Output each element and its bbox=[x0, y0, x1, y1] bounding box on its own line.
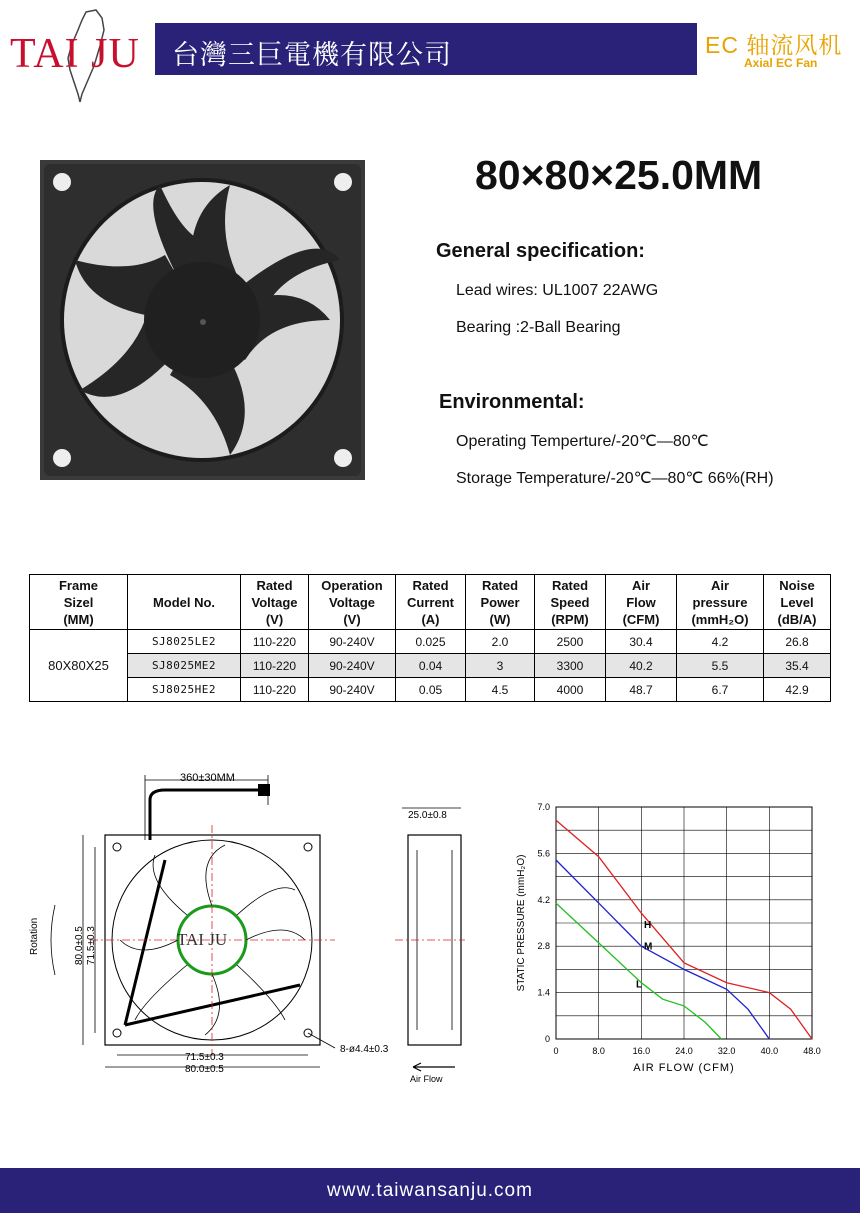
table-row bbox=[30, 678, 831, 702]
table-cell: 35.4 bbox=[764, 654, 831, 678]
product-subtitle: Axial EC Fan bbox=[744, 56, 818, 70]
logo-text: TAI JU bbox=[10, 31, 140, 77]
table-cell: 30.4 bbox=[606, 630, 677, 654]
size-title: 80×80×25.0MM bbox=[475, 152, 763, 198]
column-header: Rated Current (A) bbox=[396, 575, 466, 630]
x-tick-label: 40.0 bbox=[760, 1046, 779, 1056]
table-cell: 0.025 bbox=[396, 630, 466, 654]
table-cell: 110-220 bbox=[241, 630, 309, 654]
table-cell: 42.9 bbox=[764, 678, 831, 702]
outer-height-label: 80.0±0.5 bbox=[74, 926, 85, 965]
table-row bbox=[30, 654, 831, 678]
table-cell: 2.0 bbox=[466, 630, 535, 654]
table-cell: 3300 bbox=[535, 654, 606, 678]
general-spec-heading: General specification: bbox=[436, 240, 645, 262]
column-header: Rated Power (W) bbox=[466, 575, 535, 630]
table-cell: 90-240V bbox=[309, 678, 396, 702]
y-tick-label: 1.4 bbox=[537, 987, 550, 998]
table-cell: 26.8 bbox=[764, 630, 831, 654]
fan-photo bbox=[40, 160, 365, 480]
inner-width-label: 71.5±0.3 bbox=[185, 1052, 224, 1063]
environmental-line: Storage Temperature/-20℃—80℃ 66%(RH) bbox=[456, 470, 774, 487]
environmental-line: Operating Temperture/-20℃—80℃ bbox=[456, 433, 709, 450]
series-label-H: H bbox=[644, 919, 652, 931]
model-cell: SJ8025ME2 bbox=[128, 654, 241, 678]
table-cell: 0.04 bbox=[396, 654, 466, 678]
table-cell: 4.2 bbox=[677, 630, 764, 654]
table-cell: 0.05 bbox=[396, 678, 466, 702]
y-tick-label: 4.2 bbox=[537, 894, 550, 905]
series-label-L: L bbox=[636, 979, 643, 991]
column-header: Air pressure (mmH₂O) bbox=[677, 575, 764, 630]
table-cell: 48.7 bbox=[606, 678, 677, 702]
spec-table bbox=[29, 574, 831, 702]
general-spec-line: Lead wires: UL1007 22AWG bbox=[456, 282, 659, 299]
frame-size-cell: 80X80X25 bbox=[30, 630, 128, 702]
model-cell: SJ8025LE2 bbox=[128, 630, 241, 654]
series-line-L bbox=[556, 903, 721, 1039]
x-tick-label: 0 bbox=[553, 1046, 559, 1056]
table-cell: 110-220 bbox=[241, 654, 309, 678]
table-cell: 3 bbox=[466, 654, 535, 678]
column-header: Model No. bbox=[128, 575, 241, 630]
y-tick-label: 5.6 bbox=[537, 848, 550, 859]
column-header: Operation Voltage (V) bbox=[309, 575, 396, 630]
y-tick-label: 2.8 bbox=[537, 941, 550, 952]
dimension-drawing bbox=[25, 770, 465, 1090]
column-header: Frame Sizel (MM) bbox=[30, 575, 128, 630]
outer-width-label: 80.0±0.5 bbox=[185, 1064, 224, 1075]
table-header-row bbox=[30, 575, 831, 630]
inner-height-label: 71.5±0.3 bbox=[86, 926, 97, 965]
table-cell: 90-240V bbox=[309, 630, 396, 654]
y-axis-label: STATIC PRESSURE (mmH₂O) bbox=[516, 854, 527, 992]
thickness-label: 25.0±0.8 bbox=[408, 810, 447, 821]
series-label-M: M bbox=[644, 941, 653, 953]
column-header: Air Flow (CFM) bbox=[606, 575, 677, 630]
air-flow-label: Air Flow bbox=[410, 1074, 443, 1084]
table-row bbox=[30, 630, 831, 654]
y-tick-label: 0 bbox=[544, 1034, 550, 1044]
x-tick-label: 16.0 bbox=[632, 1046, 651, 1056]
table-cell: 6.7 bbox=[677, 678, 764, 702]
rotation-label: Rotation bbox=[29, 917, 40, 955]
product-title: EC 轴流风机 bbox=[705, 32, 843, 58]
table-cell: 4000 bbox=[535, 678, 606, 702]
series-line-M bbox=[556, 860, 769, 1039]
x-tick-label: 32.0 bbox=[717, 1046, 736, 1056]
environmental-heading: Environmental: bbox=[439, 391, 585, 413]
column-header: Rated Speed (RPM) bbox=[535, 575, 606, 630]
company-name: 台灣三巨電機有限公司 bbox=[172, 40, 452, 70]
table-cell: 40.2 bbox=[606, 654, 677, 678]
x-tick-label: 24.0 bbox=[675, 1046, 693, 1056]
table-cell: 4.5 bbox=[466, 678, 535, 702]
general-spec-line: Bearing :2-Ball Bearing bbox=[456, 319, 621, 336]
table-cell: 5.5 bbox=[677, 654, 764, 678]
x-axis-label: AIR FLOW (CFM) bbox=[633, 1062, 735, 1074]
table-cell: 2500 bbox=[535, 630, 606, 654]
lead-length-label: 360±30MM bbox=[180, 772, 235, 784]
table-cell: 90-240V bbox=[309, 654, 396, 678]
column-header: Rated Voltage (V) bbox=[241, 575, 309, 630]
column-header: Noise Level (dB/A) bbox=[764, 575, 831, 630]
x-tick-label: 8.0 bbox=[592, 1046, 605, 1056]
hole-label: 8-ø4.4±0.3 bbox=[340, 1044, 389, 1055]
y-tick-label: 7.0 bbox=[537, 802, 550, 812]
pq-chart bbox=[508, 795, 838, 1085]
model-cell: SJ8025HE2 bbox=[128, 678, 241, 702]
x-tick-label: 48.0 bbox=[803, 1046, 821, 1056]
hub-logo-text: TAI JU bbox=[177, 930, 228, 949]
website-link[interactable]: www.taiwansanju.com bbox=[327, 1180, 533, 1201]
table-cell: 110-220 bbox=[241, 678, 309, 702]
